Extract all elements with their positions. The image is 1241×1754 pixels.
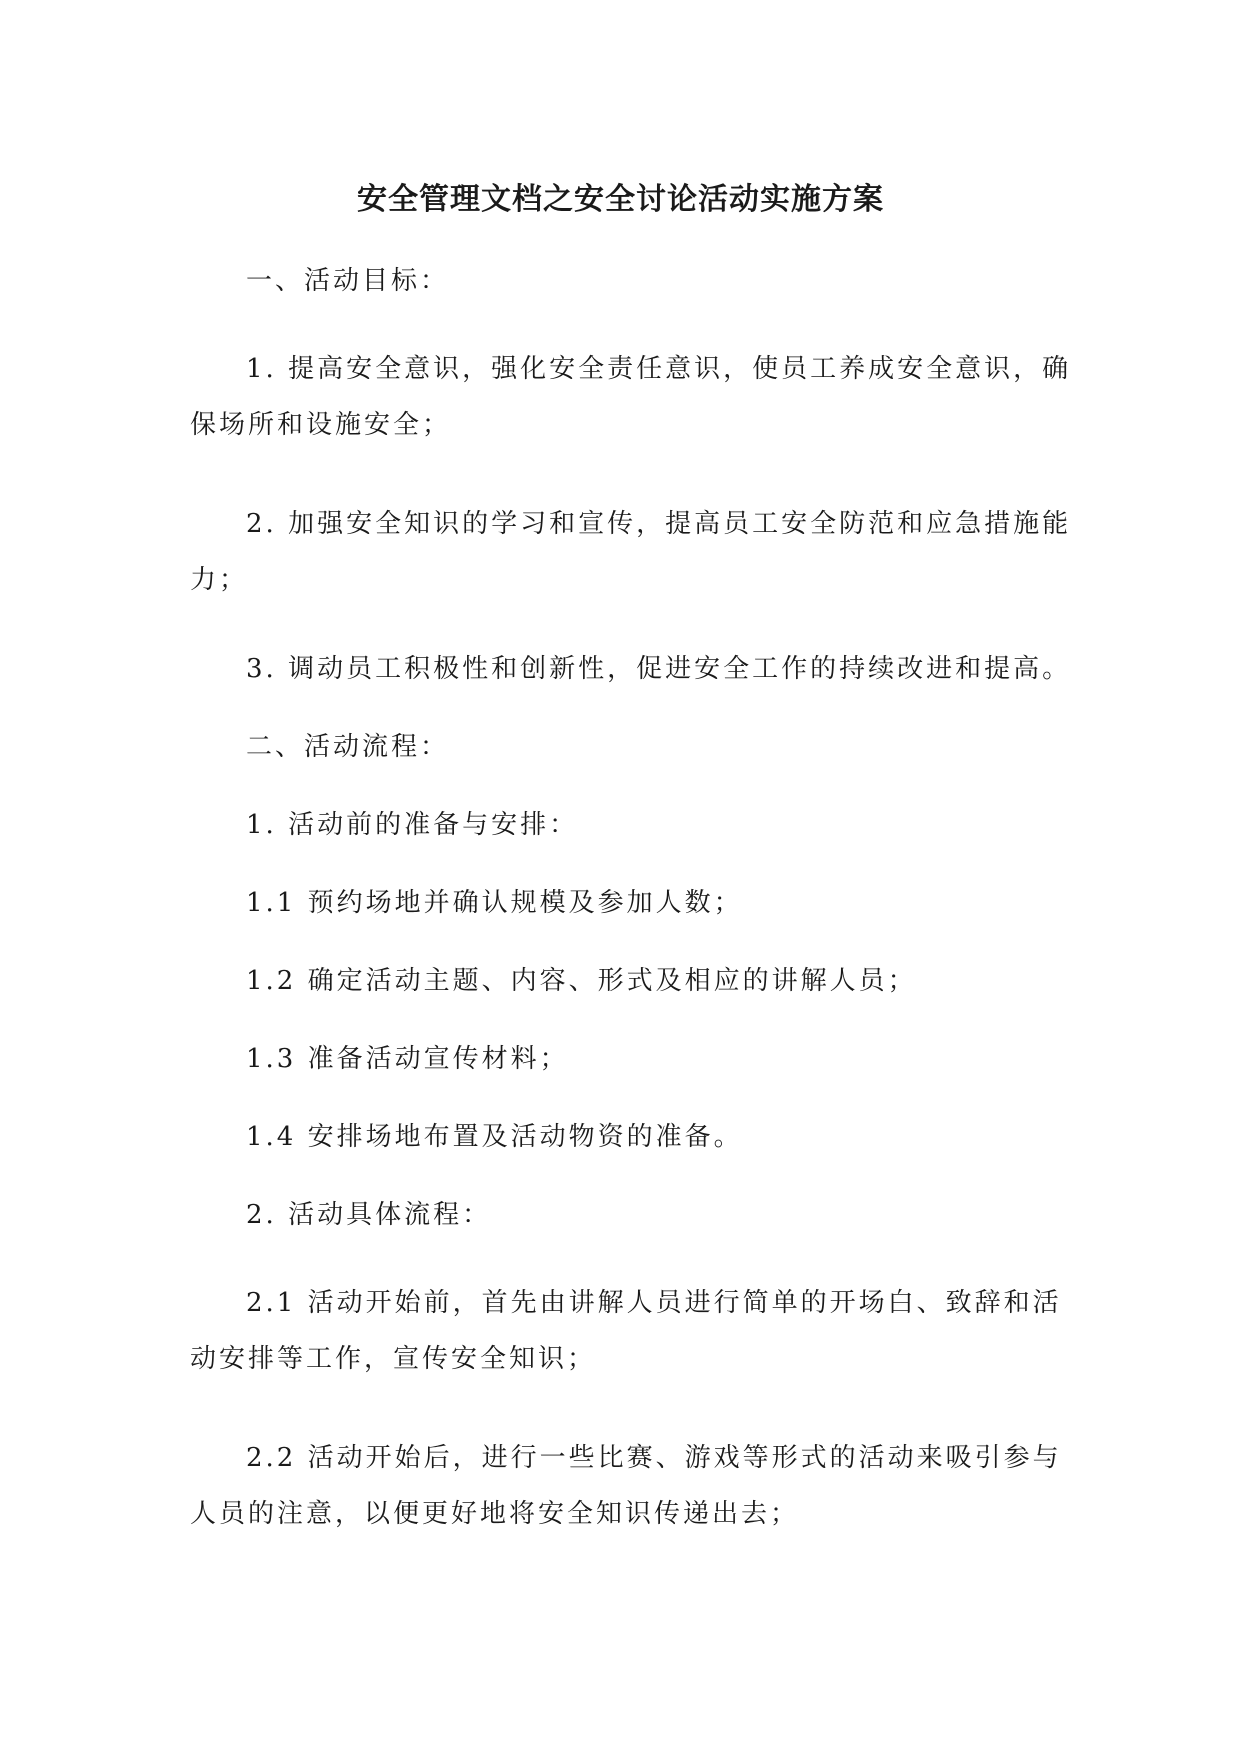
paragraph-goal-3: 3. 调动员工积极性和创新性，促进安全工作的持续改进和提高。 xyxy=(246,654,1072,684)
paragraph-step-1: 1. 活动前的准备与安排： xyxy=(246,810,579,840)
document-body xyxy=(190,263,1090,1585)
paragraph-step-2: 2. 活动具体流程： xyxy=(246,1200,492,1230)
paragraph-step-2-2: 2.2 活动开始后，进行一些比赛、游戏等形式的活动来吸引参与人员的注意，以便更好地将安全知识传递出去； xyxy=(190,1443,1062,1529)
section-heading-process: 二、活动流程： xyxy=(246,732,450,762)
paragraph-goal-2: 2. 加强安全知识的学习和宣传，提高员工安全防范和应急措施能力； xyxy=(190,509,1072,595)
paragraph-step-2-1: 2.1 活动开始前，首先由讲解人员进行简单的开场白、致辞和活动安排等工作，宣传安全知识； xyxy=(190,1288,1062,1374)
paragraph-goal-1: 1. 提高安全意识，强化安全责任意识，使员工养成安全意识，确保场所和设施安全； xyxy=(190,354,1072,440)
paragraph-step-1-1: 1.1 预约场地并确认规模及参加人数； xyxy=(246,888,743,918)
paragraph-step-1-2: 1.2 确定活动主题、内容、形式及相应的讲解人员； xyxy=(246,966,917,996)
paragraph-step-1-4: 1.4 安排场地布置及活动物资的准备。 xyxy=(246,1122,743,1152)
section-heading-goals: 一、活动目标： xyxy=(246,266,450,296)
document-title: 安全管理文档之安全讨论活动实施方案 xyxy=(357,182,884,217)
paragraph-step-1-3: 1.3 准备活动宣传材料； xyxy=(246,1044,569,1074)
